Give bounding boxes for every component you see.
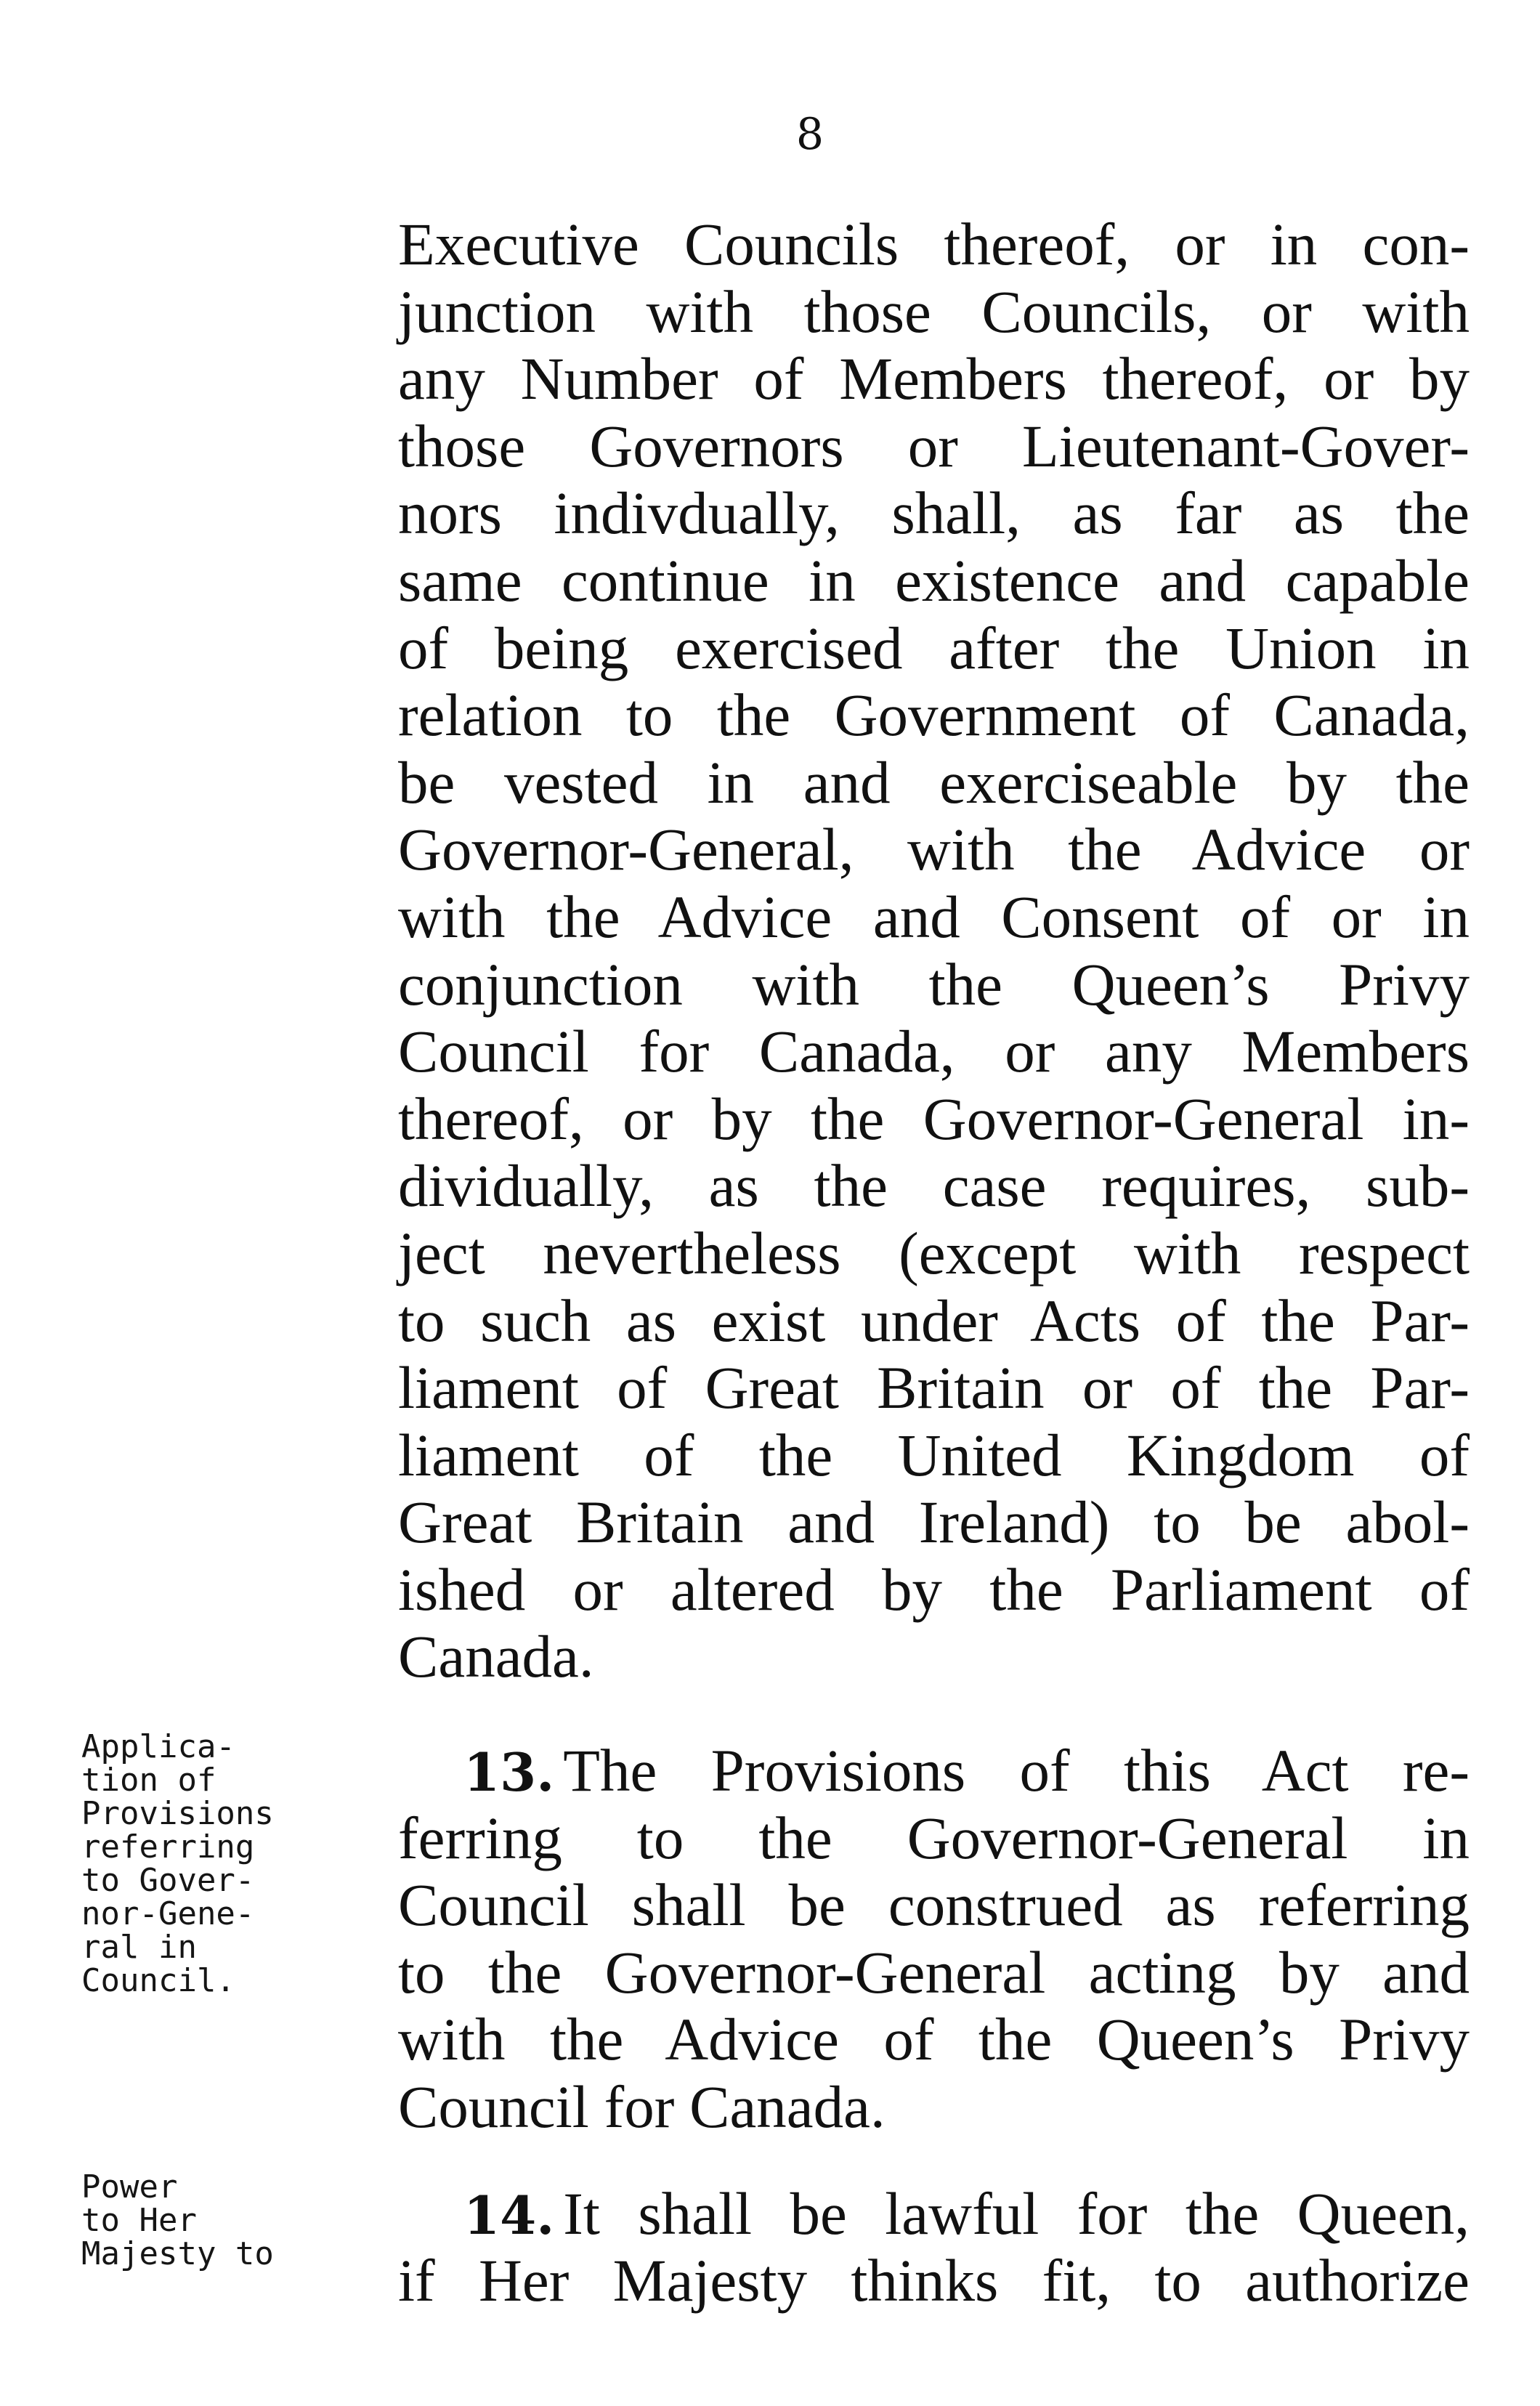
text-line: of being exercised after the Union in	[398, 614, 1470, 681]
section-13-first-text: The Provisions of this Act re-	[563, 1737, 1470, 1804]
margin-note-line: tion of	[81, 1762, 216, 1799]
margin-note-line: Power	[81, 2168, 178, 2206]
main-text-column	[398, 211, 1470, 2314]
margin-note-section-13	[81, 1730, 343, 1998]
text-line: Council for Canada.	[398, 2073, 885, 2141]
margin-note-line: Majesty to	[81, 2235, 274, 2272]
section-14-first-text: It shall be lawful for the Queen,	[563, 2179, 1470, 2247]
text-line: with the Advice of the Queen’s Privy	[398, 2006, 1470, 2073]
text-line: dividually, as the case requires, sub-	[398, 1152, 1470, 1220]
section-spacer	[398, 2141, 1470, 2180]
carryover-paragraph	[398, 211, 1470, 1690]
text-line: any Number of Members thereof, or by	[398, 345, 1470, 413]
margin-note-line: referring	[81, 1828, 255, 1866]
text-line: junction with those Councils, or with	[398, 278, 1470, 345]
text-line: Governor-General, with the Advice or	[398, 816, 1470, 883]
text-line: ject nevertheless (except with respect	[398, 1219, 1470, 1287]
text-line: liament of Great Britain or of the Par-	[398, 1354, 1470, 1422]
section-13-first-line	[398, 1737, 1470, 1804]
text-line: nors indivdually, shall, as far as the	[398, 479, 1470, 547]
text-line: Executive Councils thereof, or in con-	[398, 211, 1470, 278]
text-line: if Her Majesty thinks fit, to authorize	[398, 2247, 1470, 2314]
margin-note-line: to Her	[81, 2202, 197, 2239]
page-number: 8	[795, 109, 824, 160]
section-14-number: 14.	[463, 2184, 555, 2246]
text-line: same continue in existence and capable	[398, 546, 1470, 614]
text-line: to the Governor-General acting by and	[398, 1938, 1470, 2006]
text-line: to such as exist under Acts of the Par-	[398, 1287, 1470, 1354]
text-line: those Governors or Lieutenant-Gover-	[398, 412, 1470, 479]
margin-note-line: Applica-	[81, 1728, 235, 1765]
margin-note-line: ral in	[81, 1929, 197, 1966]
margin-note-section-14	[81, 2168, 343, 2272]
section-14-first-line	[398, 2180, 1470, 2248]
text-line: liament of the United Kingdom of	[398, 1421, 1470, 1488]
text-line: ished or altered by the Parliament of	[398, 1555, 1470, 1623]
text-line: relation to the Government of Canada,	[398, 681, 1470, 749]
section-13	[398, 1737, 1470, 2141]
margin-note-line: Council.	[81, 1962, 235, 1999]
text-line: be vested in and exerciseable by the	[398, 748, 1470, 816]
section-13-number: 13.	[463, 1741, 555, 1804]
margin-note-line: to Gover-	[81, 1862, 255, 1899]
section-14	[398, 2180, 1470, 2314]
text-line: Great Britain and Ireland) to be abol-	[398, 1488, 1470, 1556]
text-line: thereof, or by the Governor-General in-	[398, 1085, 1470, 1152]
margin-note-line: Provisions	[81, 1795, 274, 1832]
text-line: with the Advice and Consent of or in	[398, 883, 1470, 950]
text-line: conjunction with the Queen’s Privy	[398, 950, 1470, 1018]
text-line: Canada.	[398, 1623, 594, 1690]
text-line: Council for Canada, or any Members	[398, 1018, 1470, 1085]
text-line: Council shall be construed as referring	[398, 1871, 1470, 1939]
text-line: ferring to the Governor-General in	[398, 1804, 1470, 1871]
section-spacer	[398, 1690, 1470, 1737]
margin-note-line: nor-Gene-	[81, 1895, 255, 1932]
